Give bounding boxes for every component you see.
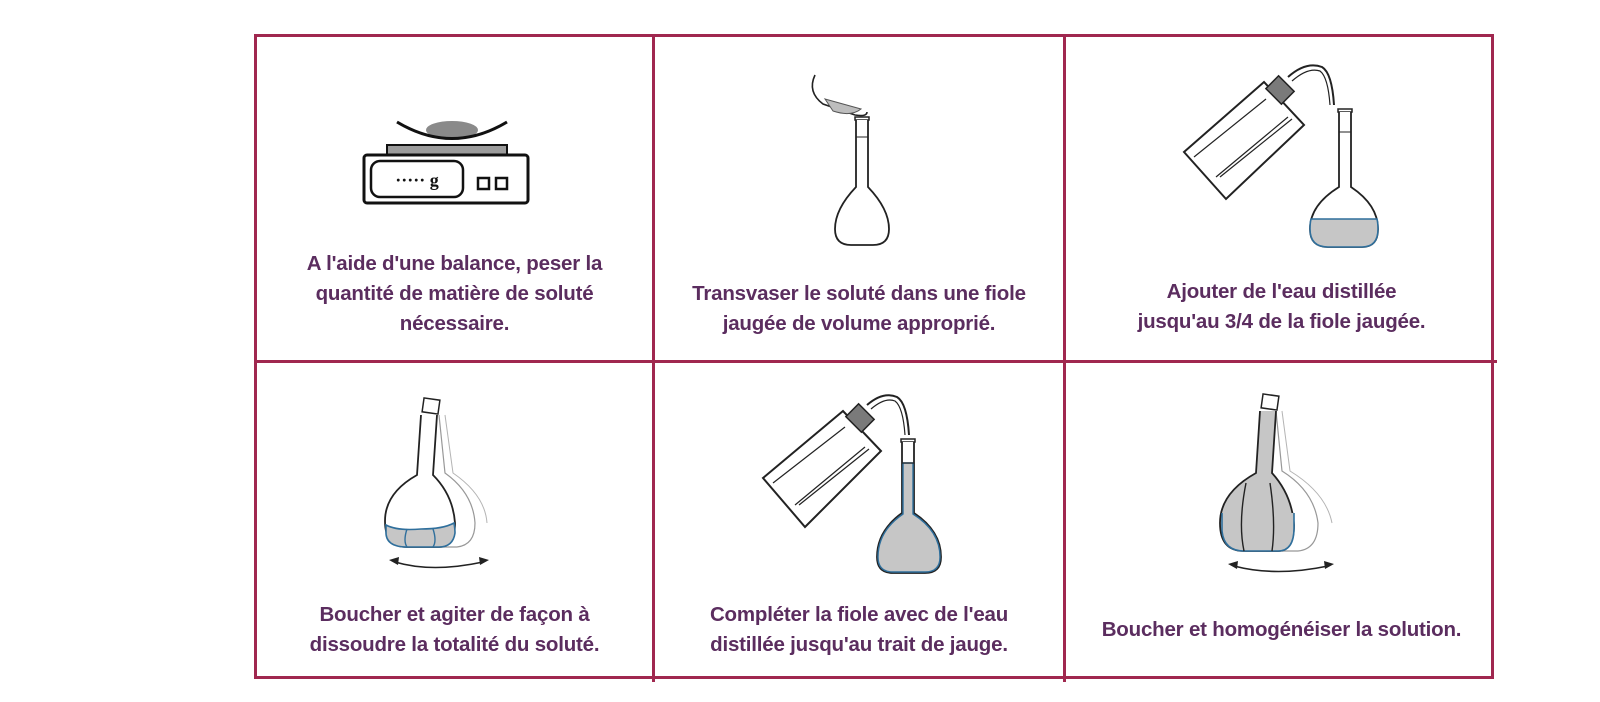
step-6-caption <box>1072 615 1491 645</box>
step-6-cell <box>1066 363 1497 682</box>
balance-illustration <box>257 37 655 277</box>
transfer-illustration <box>655 37 1066 277</box>
liquid <box>1222 513 1294 551</box>
caption-line: jusqu'au 3/4 de la fiole jaugée. <box>1137 310 1426 333</box>
step-3-caption <box>1072 277 1491 337</box>
wash-bottle <box>763 395 909 527</box>
liquid <box>878 463 940 572</box>
balance-display-reading: ····· g <box>395 170 439 190</box>
caption-line: Ajouter de l'eau distillée <box>1166 280 1397 303</box>
caption-line: jaugée de volume approprié. <box>722 312 996 335</box>
volumetric-flask <box>835 117 889 245</box>
balance-button <box>478 178 489 189</box>
step-2-caption <box>661 279 1057 339</box>
volumetric-flask <box>877 439 941 573</box>
spatula <box>812 75 867 116</box>
shake-illustration <box>257 363 655 573</box>
caption-line: quantité de matière de soluté <box>315 282 594 305</box>
caption-line: Transvaser le soluté dans une fiole <box>692 282 1026 305</box>
step-1-caption <box>263 249 646 339</box>
procedure-grid <box>254 34 1494 679</box>
caption-line: Boucher et agiter de façon à <box>319 603 590 626</box>
shake-arrow <box>1228 561 1334 572</box>
step-5-caption <box>661 600 1057 660</box>
homogenize-illustration <box>1066 363 1497 583</box>
step-4-caption <box>263 600 646 660</box>
caption-line: dissoudre la totalité du soluté. <box>309 633 600 656</box>
balance-button <box>496 178 507 189</box>
liquid <box>1310 219 1378 247</box>
shake-arrow <box>389 557 489 568</box>
step-4-cell <box>257 363 655 682</box>
add-water-illustration <box>1066 37 1497 277</box>
complete-to-mark-illustration <box>655 363 1066 583</box>
wash-bottle <box>1184 65 1334 199</box>
step-5-cell <box>655 363 1066 682</box>
caption-line: Boucher et homogénéiser la solution. <box>1101 618 1462 641</box>
volumetric-flask <box>1310 109 1378 247</box>
step-3-cell <box>1066 37 1497 363</box>
caption-line: nécessaire. <box>399 312 510 335</box>
step-1-cell <box>257 37 655 363</box>
caption-line: distillée jusqu'au trait de jauge. <box>710 633 1008 656</box>
caption-line: A l'aide d'une balance, peser la <box>306 252 603 275</box>
caption-line: Compléter la fiole avec de l'eau <box>709 603 1009 626</box>
step-2-cell <box>655 37 1066 363</box>
